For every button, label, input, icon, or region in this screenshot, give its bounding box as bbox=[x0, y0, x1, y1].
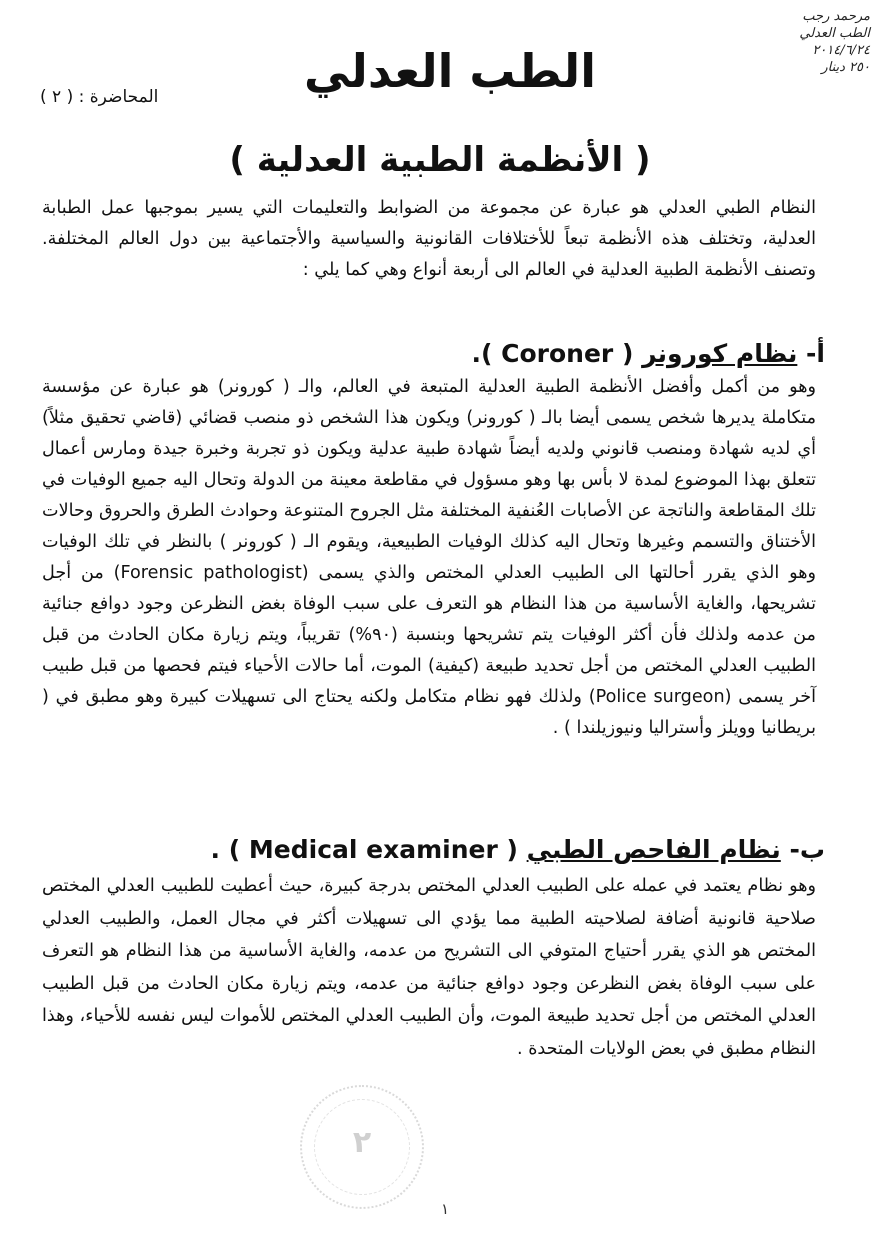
section-a-name: نظام كورونر bbox=[642, 339, 798, 368]
section-b-heading bbox=[211, 832, 825, 868]
handwritten-line: مرحمد رجب bbox=[802, 9, 870, 24]
section-a-heading bbox=[472, 336, 826, 372]
seal-stamp bbox=[300, 1085, 424, 1209]
section-b-prefix: ب- bbox=[780, 835, 825, 864]
intro-paragraph: النظام الطبي العدلي هو عبارة عن مجموعة من الضوابط والتعليمات التي يسير بموجبها عمل الطبابة العدلية، وتختلف هذه الأنظمة تبعاً للأختلافات القانونية والسياسية والأجتماعية بين دول العالم المختلفة. وتصنف الأنظمة الطبية العدلية في العالم الى أربعة أنواع وهي كما يلي : bbox=[42, 198, 816, 280]
page-number: ١ bbox=[440, 1200, 450, 1218]
handwritten-note bbox=[730, 8, 870, 76]
handwritten-line: ٢٥٠ دينار bbox=[821, 60, 870, 75]
lecture-number: المحاضرة : ( ٢ ) bbox=[40, 87, 159, 107]
handwritten-line: ٢٠١٤/٦/٢٤ bbox=[812, 43, 870, 58]
section-b-paragraph: وهو نظام يعتمد في عمله على الطبيب العدلي المختص بدرجة كبيرة، حيث أعطيت للطبيب العدلي المختص صلاحية قانونية أضافة لصلاحيته الطبية مما يؤدي الى تسهيلات أكثر في مجال العمل، والطبيب العدلي المختص هو الذي يقرر أحتياج المتوفي الى التشريح من عدمه، والغاية الأساسية من هذا النظام هو التعرف على سبب الوفاة بغض النظرعن وجود دوافع جنائية من عدمه، ويتم زيارة مكان الحادث من قبل الطبيب العدلي المختص من أجل تحديد طبيعة الموت، وأن الطبيب العدلي المختص للأموات ليس نفسه للأحياء، وهذا النظام مطبق في بعض الولايات المتحدة . bbox=[42, 876, 816, 1059]
section-a-prefix: أ- bbox=[797, 339, 825, 368]
seal-number: ٢ bbox=[352, 1125, 372, 1160]
section-a-paragraph: وهو من أكمل وأفضل الأنظمة الطبية العدلية المتبعة في العالم، والـ ( كورونر) هو عبارة عن مؤسسة متكاملة يديرها شخص يسمى أيضا بالـ ( كورونر) ويكون هذا الشخص ذو منصب قضائي (قاضي تحقيق مثلاً) أي لديه شهادة ومنصب قانوني ولديه أيضاً شهادة طبية عدلية ويكون ذو تجربة وخبرة جيدة ومارس أعمال تتعلق بهذا الموضوع لمدة لا بأس بها وهو مسؤول في مقاطعة معينة من الدولة وتحال اليه جميع الوفيات في تلك المقاطعة والناتجة عن الأصابات العُنفية المختلفة مثل الجروح المتنوعة وحوادث الطرق والحروق وحالات الأختناق والتسمم وغيرها وتحال اليه كذلك الوفيات الطبيعية، ويقوم الـ ( كورونر ) بالنظر في تلك الوفيات وهو الذي يقرر أحالتها الى الطبيب العدلي المختص والذي يسمى (Forensic pathologist) من أجل تشريحها، والغاية الأساسية من هذا النظام هو التعرف على سبب الوفاة بغض النظرعن وجود دوافع جنائية من عدمه ولذلك فأن أكثر الوفيات يتم تشريحها وبنسبة (٩٠%) تقريباً، ويتم زيارة مكان الحادث من قبل الطبيب العدلي المختص من أجل تحديد طبيعة (كيفية) الموت، أما حالات الأحياء فيتم فحصها من قبل طبيب آخر يسمى (Police surgeon) ولذلك فهو نظام متكامل ولكنه يحتاج الى تسهيلات كبيرة وهو مطبق في ( بريطانيا وويلز وأستراليا ونيوزيلندا ) . bbox=[42, 377, 816, 738]
section-a-term: ( Coroner ). bbox=[471, 339, 643, 368]
handwritten-line: الطب العدلي bbox=[799, 26, 870, 41]
section-b-name: نظام الفاحص الطبي bbox=[526, 835, 781, 864]
page-title: الطب العدلي bbox=[304, 44, 596, 98]
section-b-term: ( Medical examiner ) . bbox=[210, 835, 527, 864]
page-subtitle: ( الأنظمة الطبية العدلية ) bbox=[229, 140, 651, 180]
